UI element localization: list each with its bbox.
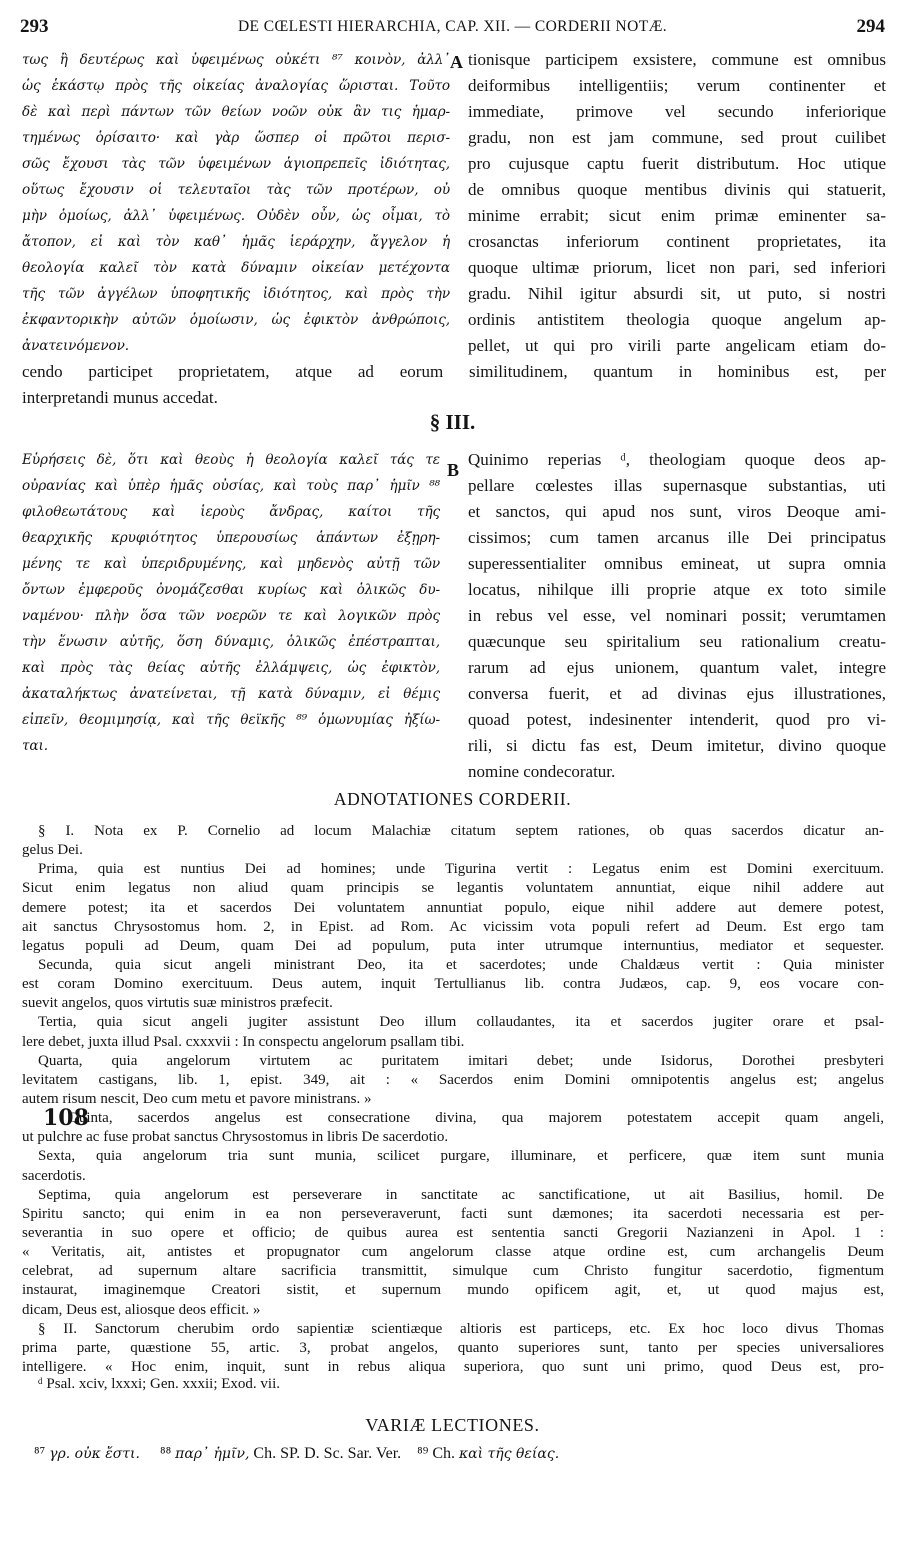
greek-line: ἐκφαντορικὴν αὐτῶν ὁμοίωσιν, ὡς ἐφικτὸν ἀνθρώποις, [22,312,450,328]
variae-lectiones-title: VARIÆ LECTIONES. [365,1415,540,1435]
note-line: ait sanctus Chrysostomus hom. 2, in Epist. ad Rom. Ac vicissim vota populi refert ad Deum. Est ergo tam [22,918,884,935]
footnote: ᵈ Psal. xciv, lxxxi; Gen. xxxii; Exod. vii. [38,1376,281,1392]
annotations-title: ADNOTATIONES CORDERII. [333,789,572,809]
note-line: legatus populi ad Deum, quam Dei ad populum, puta inter utrumque internuntius, mediator et sequester. [22,937,884,954]
note-line: Prima, quia est nuntius Dei ad homines; unde Tigurina vertit : Legatus enim est Domini exercituum. [38,861,884,878]
note-line: severantia in suo opere et officio; de quibus aurea est sententia sancti Gregorii Nazianzeni in Apol. 1 : [22,1224,884,1241]
latin-line: cissimos; cum tamen arcanus ille Dei principatus [468,528,886,547]
margin-marker-b: B [447,460,460,480]
page-number-right: 294 [856,16,885,37]
latin-line: pro cujusque captu fuerit distributum. Hoc utique [468,154,886,173]
marginal-page-number: 108 [43,1105,89,1131]
latin-line: conversa fuerit, et ad divinas ejus illustrationes, [468,684,886,703]
latin-line: locatus, nihilque illi proprie atque ex toto simile [468,580,886,599]
latin-line: quæcunque seu spiritalium seu rationalium creatu- [468,632,886,651]
note-line: « Veritatis, ait, antistes et propugnator cum angelorum classe atque ordine est, cum archangelis Deum [22,1244,884,1261]
latin-column-2 [468,447,886,785]
greek-line: τῆς τῶν ἀγγέλων ὑποφητικῆς ἰδιότητος, καὶ πρὸς τὴν [22,286,450,302]
greek-line: ἀνατεινόμενον. [22,338,129,354]
greek-line: θεολογία καλεῖ τὸν κατὰ δύναμιν οἰκείαν μετέχοντα [22,260,450,276]
note-line: intelligere. « Hoc enim, inquit, sunt in rebus aliqua superiora, quo sunt uni primo, quod Deus est, pro- [22,1358,884,1375]
latin-line: de omnibus quoque mentibus divinis qui statuerit, [468,180,886,199]
latin-line: deiformibus intelligentiis; verum continenter et [468,76,886,95]
greek-column-1 [22,47,450,359]
variant-88-number: ⁸⁸ [159,1445,172,1462]
latin-column-1 [468,47,886,359]
note-line: Septima, quia angelorum est perseverare in sanctitate ac sanctificatione, ut ait Basilius, homil. De [38,1186,884,1203]
note-line: Secunda, quia sicut angeli ministrant Deo, ita et sacerdotes; unde Chaldæus vertit : Quia minister [38,956,884,973]
greek-line: φιλοθεωτάτους καὶ ἱεροὺς ἄνδρας, καίτοι τῆς [22,504,440,520]
variae-lectiones [34,1445,884,1463]
section-title: § III. [429,410,476,434]
greek-line: θεαρχικῆς κρυφιότητος ὑπερουσίως ἁπάντων ἐξῃρη- [22,530,440,546]
variant-87-text: γρ. οὐκ ἔστι. [49,1446,140,1462]
latin-line: quoque ultimæ priorum, licet non pari, sed inferiori [468,258,886,277]
note-line: Sicut enim legatus non aliud quam principis se legantis voluntatem annuntiat, eique nihil addere aut [22,880,884,897]
greek-line: ται. [22,738,48,754]
latin-line: interpretandi munus accedat. [22,388,218,407]
greek-line: μένης τε καὶ ὑπεριδρυμένης, καὶ μηδενὸς αὐτῇ τῶν [22,556,440,572]
note-line: suevit angelos, quos virtutis suæ ministros præfecit. [22,995,333,1012]
note-line: Quarta, quia angelorum virtutem ac puritatem imitari debet; unde Isidorus, Dorothei presbyteri [38,1052,884,1069]
note-line: demere potest; ita et sacerdos Dei voluntatem annuntiat populo, eique nihil addere aut demere potest, [22,899,884,916]
note-line: lere debet, juxta illud Psal. cxxxvii : In conspectu angelorum psallam tibi. [22,1033,465,1050]
note-line: prima parte, quæstione 55, artic. 3, probat angelos, quanto superiores sunt, tanto per species universaliores [22,1339,884,1356]
greek-line: τημένως ὁρίσαιτο· καὶ γὰρ ὥσπερ οἱ πρῶτοι περισ- [22,130,450,146]
latin-line: cendo participet proprietatem, atque ad eorum similitudinem, quantum in hominibus est, per [22,362,886,381]
page-number-left: 293 [20,16,49,37]
annotation-notes [22,822,884,1377]
margin-marker-a: A [450,52,463,72]
greek-line: οὐρανίας καὶ ὑπὲρ ἡμᾶς οὐσίας, καὶ τοὺς παρ᾽ ἡμῖν ⁸⁸ [22,478,440,494]
running-header [20,12,885,40]
greek-line: Εὑρήσεις δὲ, ὅτι καὶ θεοὺς ἡ θεολογία καλεῖ τάς τε [22,452,440,468]
latin-line: in rebus vel esse, vel nominari possit; verumtamen [468,606,886,625]
variant-87-number: ⁸⁷ [34,1445,46,1462]
note-line: Tertia, quia sicut angeli jugiter assistunt Deo illum collaudantes, ita et sacerdos jugiter orare et psal- [38,1014,884,1031]
variant-88-greek: παρ᾽ ἡμῖν, [175,1446,250,1462]
latin-line: immediate, primove vel secundo inferiorique [468,102,886,121]
note-line: autem risum nescit, Deo cum metu et pavore ministrans. » [22,1090,372,1107]
note-line: instaurat, imaginemque Creatori sistit, et supernum mundo opificem agit, et, ut quod majus est, [22,1282,884,1299]
greek-line: ὡς ἑκάστῳ πρὸς τῆς οἰκείας ἀναλογίας ὥρισται. Τοῦτο [22,78,450,94]
latin-line: rili, si dictu fas est, Deum imitetur, divino quoque [468,736,886,755]
greek-line: ἀκαταλήκτως ἀνατείνεται, τῇ κατὰ δύναμιν, εἰ θέμις [22,686,440,702]
note-line: sacerdotis. [22,1167,86,1184]
variant-88-witnesses: Ch. SP. D. Sc. Sar. Ver. [253,1445,402,1462]
running-title: DE CŒLESTI HIERARCHIA, CAP. XII. — CORDERII NOTÆ. [237,18,668,35]
latin-line: gradu, non est jam commune, sed prout cuilibet [468,128,886,147]
greek-line: εἰπεῖν, θεομιμησίᾳ, καὶ τῆς θεϊκῆς ⁸⁹ ὁμωνυμίας ἠξίω- [22,712,440,728]
note-line: Spiritu sancto; qui enim in ea non perseveraverunt, facti sunt dæmones; ita sacerdoti necessaria est per- [22,1205,884,1222]
note-line: gelus Dei. [22,842,83,859]
greek-line: οὕτως ἔχουσιν οἱ τελευταῖοι τὰς τῶν προτέρων, οὐ [22,182,450,198]
note-line: § II. Sanctorum cherubim ordo sapientiæ scientiæque altioris est particeps, etc. Ex hoc loco divus Thomas [38,1320,884,1337]
greek-line: σῶς ἔχουσι τὰς τῶν ὑφειμένων ἁγιοπρεπεῖς ἰδιότητας, [22,156,450,172]
note-line: est coram Domino exercituum. Deus autem, inquit Tertullianus lib. contra Judæos, cap. 9, eos vocare con- [22,976,884,993]
latin-line: pellare cœlestes illas supernasque substantias, uti [468,476,886,495]
greek-line: ναμένου· πλὴν ὅσα τῶν νοερῶν τε καὶ λογικῶν πρὸς [22,608,440,624]
note-line: Quinta, sacerdos angelus est consecratione divina, qua majorem potestatem accepit quam angeli, [68,1110,884,1127]
greek-line: ὄντων ἐμφεροῦς ὀνομάζεσθαι κυρίως καὶ ὁλικῶς δυ- [22,582,440,598]
variant-89-witness: Ch. [432,1445,455,1462]
greek-line: καὶ πρὸς τὰς θείας αὐτῆς ἐλλάμψεις, ὡς ἐφικτὸν, [22,660,440,676]
latin-line: quoad potest, indesinenter intenderit, quod pro vi- [468,710,886,729]
variant-89-greek: καὶ τῆς θείας. [458,1446,560,1462]
latin-line: crosanctas inferiorum continent proprietates, ita [468,232,886,251]
latin-line: minime errabit; sicut enim primæ eminenter sa- [468,206,886,225]
variant-89-number: ⁸⁹ [417,1445,429,1462]
latin-line: rarum ad ejus unionem, quantum valet, integre [468,658,886,677]
note-line: ut pulchre ac fuse probat sanctus Chrysostomus in libris De sacerdotio. [22,1129,449,1146]
note-line: dicam, Deus est, aliosque deos efficit. » [22,1301,261,1318]
latin-line: nomine condecoratur. [468,762,616,781]
latin-line: et sanctos, qui apud nos sunt, viros Deoque ami- [468,502,886,521]
greek-line: δὲ καὶ περὶ πάντων τῶν θείων νοῶν οὐκ ἂν τις ἡμαρ- [22,104,450,120]
note-line: celebrat, ad supernum altare sacrificia transmittit, simulque cum Christo fungitur sacerdotio, figmentum [22,1263,884,1280]
greek-line: ἄτοπον, εἰ καὶ τὸν καθ᾽ ἡμᾶς ἱεράρχην, ἄγγελον ἡ [22,234,450,250]
latin-line: Quinimo reperias ᵈ, theologiam quoque deos ap- [468,450,886,469]
latin-line: superessentialiter omnibus emineat, ut supra omnia [468,554,886,573]
latin-line: tionisque participem exsistere, commune est omnibus [468,50,886,69]
latin-line: pellet, ut qui pro virili parte angelicam etiam do- [468,336,886,355]
greek-line: τως ἢ δευτέρως καὶ ὑφειμένως οὐκέτι ⁸⁷ κοινὸν, ἀλλ᾽ [22,52,450,68]
greek-line: τὴν ἕνωσιν αὐτῆς, ὅση δύναμις, ὁλικῶς ἐπέστραπται, [22,634,440,650]
latin-line: ordinis antistitem theologia quoque angelum ap- [468,310,886,329]
note-line: § I. Nota ex P. Cornelio ad locum Malachiæ citatum septem rationes, ob quas sacerdos dicatur an- [38,823,884,839]
greek-column-2 [22,447,440,759]
note-line: levitatem castigans, lib. 1, epist. 349, ait : « Sacerdos enim Domini omnipotentis angelus est; angelus [22,1071,884,1088]
greek-line: μὴν ὁμοίως, ἀλλ᾽ ὑφειμένως. Οὐδὲν οὖν, ὡς οἶμαι, τὸ [22,208,450,224]
note-line: Sexta, quia angelorum tria sunt munia, scilicet purgare, illuminare, et perficere, quæ item sunt munia [38,1148,884,1165]
full-width-lines-1 [22,359,886,411]
latin-line: gradu. Nihil igitur absurdi sit, ut puto, si nostri [468,284,886,303]
